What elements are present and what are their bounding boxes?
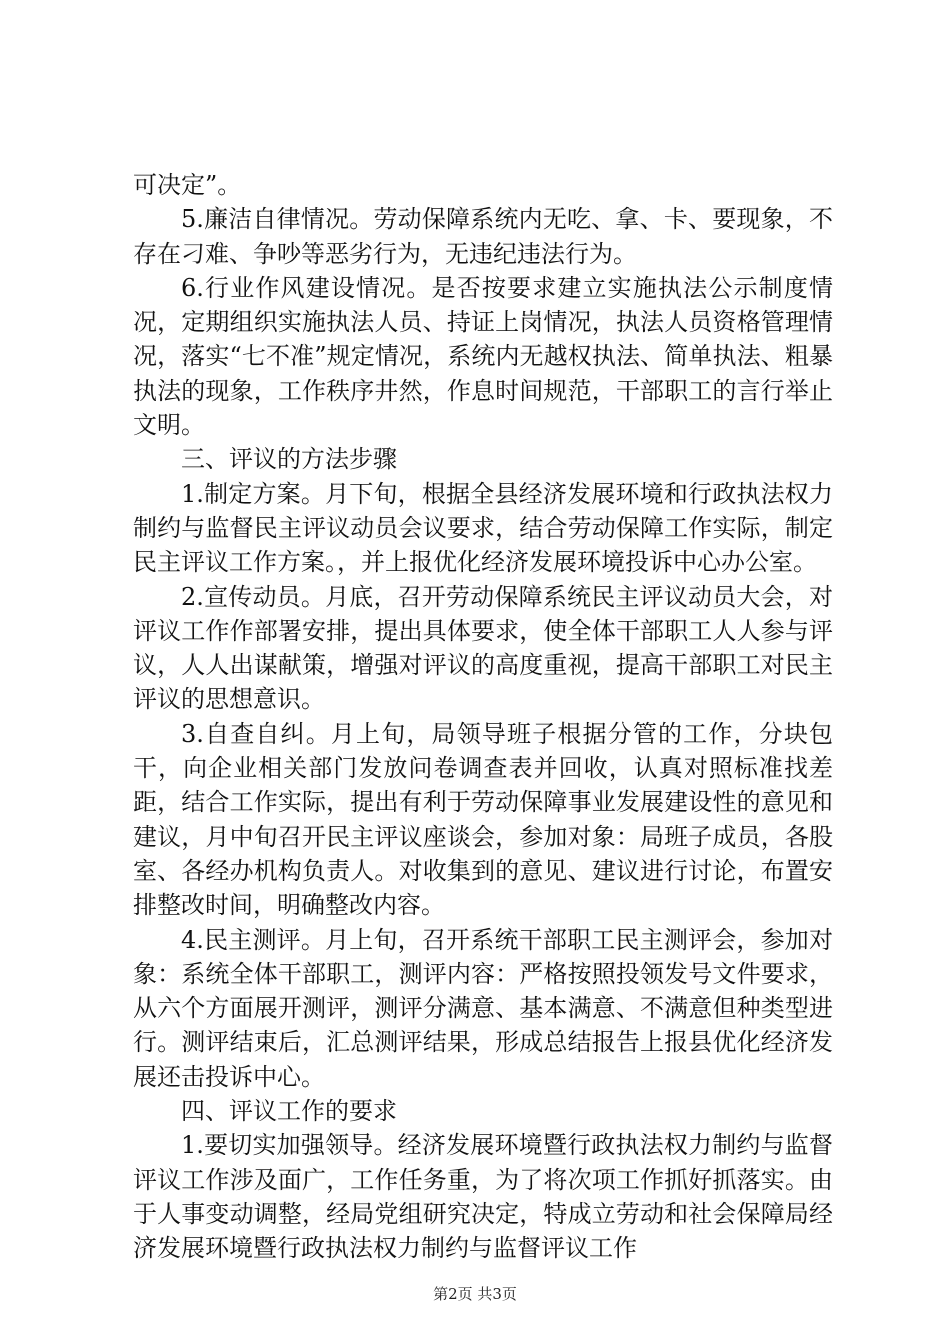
paragraph-item-6: 6.行业作风建设情况。是否按要求建立实施执法公示制度情况，定期组织实施执法人员、持证上岗情况，执法人员资格管理情况，落实“七不准”规定情况，系统内无越权执法、简单执法、粗暴执法的现象，工作秩序井然，作息时间规范，干部职工的言行举止文明。 bbox=[133, 273, 833, 440]
document-body bbox=[133, 168, 833, 1266]
paragraph-step-1: 1.制定方案。月下旬，根据全县经济发展环境和行政执法权力制约与监督民主评议动员会议要求，结合劳动保障工作实际，制定民主评议工作方案。，并上报优化经济发展环境投诉中心办公室。 bbox=[133, 479, 833, 577]
paragraph-step-4: 4.民主测评。月上旬，召开系统干部职工民主测评会，参加对象：系统全体干部职工，测评内容：严格按照投领发号文件要求，从六个方面展开测评，测评分满意、基本满意、不满意但种类型进行。测评结束后，汇总测评结果，形成总结报告上报县优化经济发展还击投诉中心。 bbox=[133, 925, 833, 1091]
section-heading-3: 三、评议的方法步骤 bbox=[181, 445, 397, 474]
paragraph-step-2: 2.宣传动员。月底，召开劳动保障系统民主评议动员大会，对评议工作作部署安排，提出具体要求，使全体干部职工人人参与评议，人人出谋献策，增强对评议的高度重视，提高干部职工对民主评议的思想意识。 bbox=[133, 582, 833, 714]
paragraph-requirement-1: 1.要切实加强领导。经济发展环境暨行政执法权力制约与监督评议工作涉及面广，工作任务重，为了将次项工作抓好抓落实。由于人事变动调整，经局党组研究决定，特成立劳动和社会保障局经济发展环境暨行政执法权力制约与监督评议工作 bbox=[133, 1131, 833, 1263]
page-number-footer: 第2页 共3页 bbox=[433, 1285, 517, 1303]
paragraph-step-3: 3.自查自纠。月上旬，局领导班子根据分管的工作，分块包干，向企业相关部门发放问卷调查表并回收，认真对照标准找差距，结合工作实际，提出有利于劳动保障事业发展建设性的意见和建议，月中旬召开民主评议座谈会，参加对象：局班子成员，各股室、各经办机构负责人。对收集到的意见、建议进行讨论，布置安排整改时间，明确整改内容。 bbox=[133, 719, 833, 920]
paragraph-continuation: 可决定”。 bbox=[133, 171, 242, 199]
paragraph-item-5: 5.廉洁自律情况。劳动保障系统内无吃、拿、卡、要现象，不存在刁难、争吵等恶劣行为，无违纪违法行为。 bbox=[133, 205, 833, 268]
section-heading-4: 四、评议工作的要求 bbox=[181, 1097, 397, 1126]
